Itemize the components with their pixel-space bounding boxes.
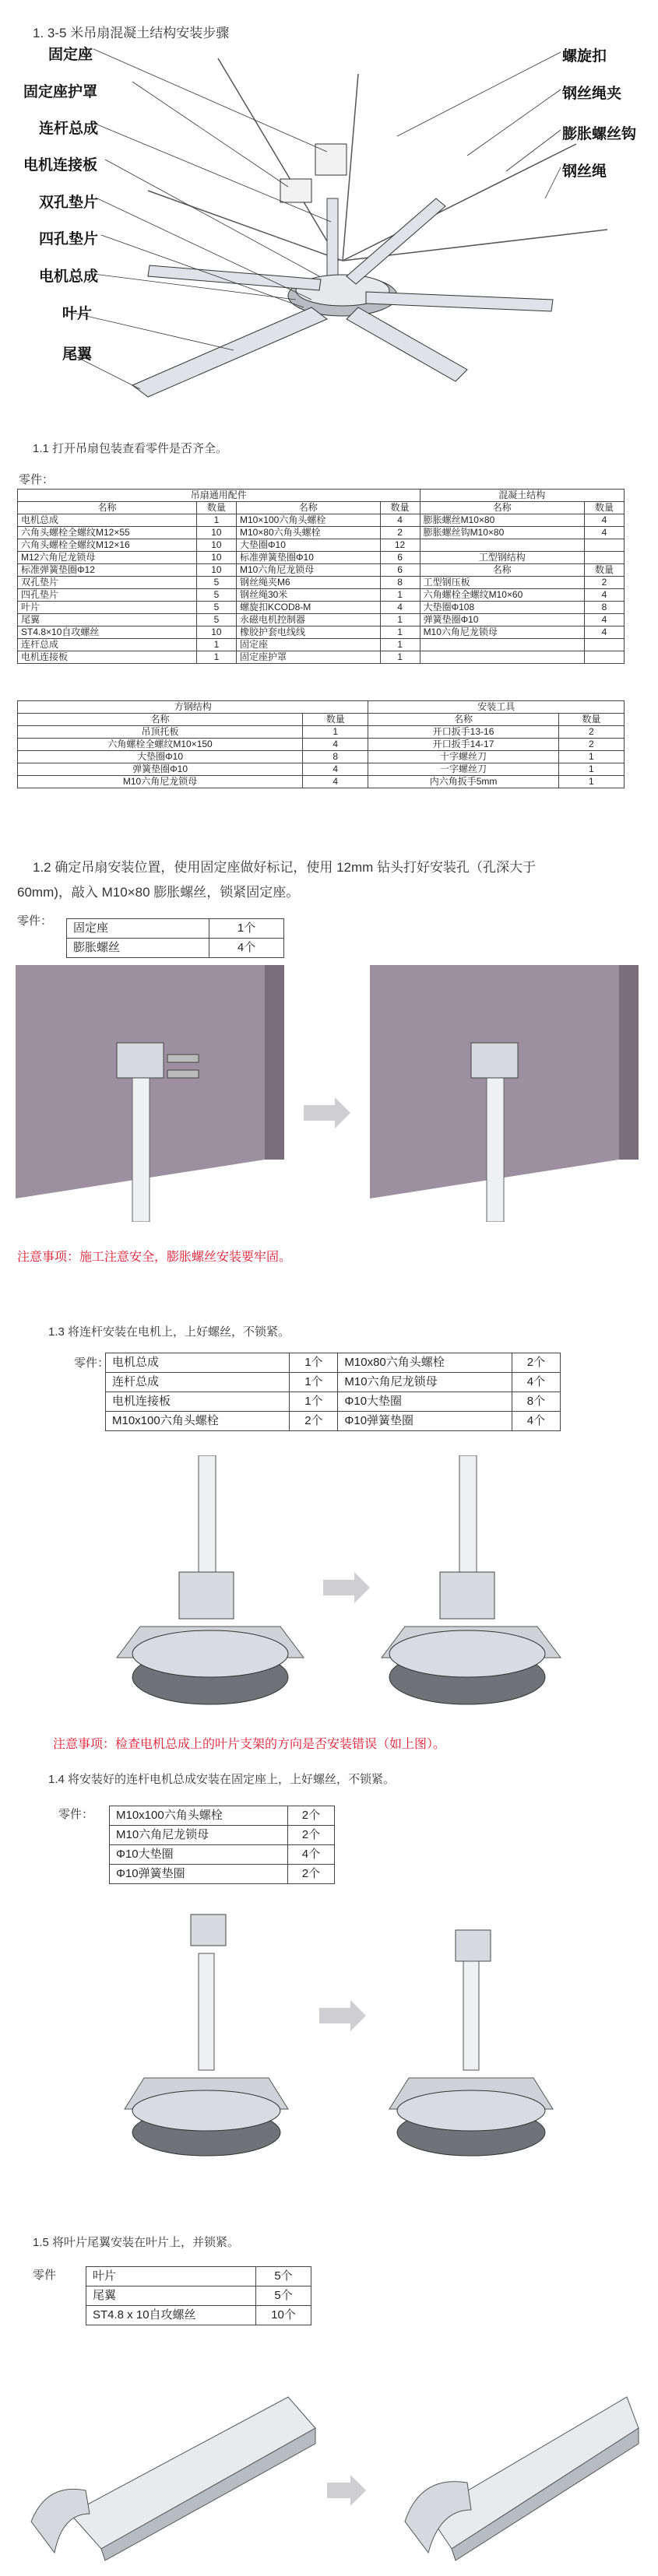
section-1-3-illustration [101, 1455, 568, 1720]
table-row: 固定座 1个 [67, 919, 284, 939]
table-row: ST4.8 x 10自攻螺丝 10个 [86, 2306, 311, 2325]
col-header: 名称 [236, 502, 380, 514]
label-wire-clamp: 钢丝绳夹 [562, 85, 622, 102]
label-expansion-hook: 膨胀螺丝钩 [562, 125, 637, 142]
parts-table-1-3 [105, 1353, 561, 1431]
table-row: Φ10大垫圈 4个 [110, 1845, 335, 1865]
rod-motor-illustration [101, 1455, 568, 1720]
label-tail-fin: 尾翼 [62, 346, 93, 363]
group-title-concrete: 混凝土结构 [420, 490, 624, 502]
section-1-4-illustration [101, 1899, 568, 2164]
table-row: 双孔垫片 5 钢丝绳夹M6 8 工型钢压板 2 [18, 577, 625, 589]
table-row: 大垫圈Φ10 8 十字螺丝刀 1 [18, 751, 625, 763]
arrow-right-icon [323, 1572, 370, 1603]
col-header: 数量 [380, 502, 420, 514]
label-motor-assembly: 电机总成 [39, 268, 99, 285]
table-row: 电机连接板 1 固定座护罩 1 [18, 651, 625, 664]
table-row: 连杆总成 1个 M10六角尼龙锁母 4个 [106, 1373, 561, 1392]
label-motor-plate: 电机连接板 [23, 156, 98, 174]
table-row: M10x100六角头螺栓 2个 [110, 1806, 335, 1826]
fan-diagram [31, 43, 623, 401]
section-1-3-parts-label: 零件： [74, 1356, 110, 1370]
parts-table-general [17, 489, 625, 664]
col-header: 名称 [368, 714, 558, 726]
col-header: 名称 [420, 502, 584, 514]
parts-table-1-5 [86, 2266, 311, 2325]
label-rod-assembly: 连杆总成 [39, 120, 99, 137]
label-fixed-seat: 固定座 [48, 46, 93, 63]
section-1-1-heading: 1.1 打开吊扇包装查看零件是否齐全。 [33, 442, 228, 455]
table-row: 六角头螺栓全螺纹M12×55 10 M10×80六角头螺栓 2 膨胀螺丝钩M10×80 4 [18, 527, 625, 539]
col-header: 数量 [196, 502, 236, 514]
section-1-1-parts-label: 零件： [19, 473, 55, 486]
section-1-4-heading: 1.4 将安装好的连杆电机总成安装在固定座上，上好螺丝，不锁紧。 [48, 1773, 396, 1786]
label-blade: 叶片 [62, 305, 93, 322]
parts-table-1-4 [109, 1806, 335, 1884]
label-wire-rope: 钢丝绳 [562, 163, 607, 180]
table-row: 四孔垫片 5 钢丝绳30米 1 六角螺栓全螺纹M10×60 4 [18, 589, 625, 602]
group-title-tools: 安装工具 [368, 701, 625, 714]
group-title-general: 吊扇通用配件 [18, 490, 420, 502]
ceiling-mount-illustration [16, 965, 642, 1222]
arrow-right-icon [327, 2475, 366, 2506]
table-row: 六角头螺栓全螺纹M12×16 10 大垫圈Φ10 12 [18, 539, 625, 552]
group-title-square-steel: 方钢结构 [18, 701, 368, 714]
table-row: 叶片 5个 [86, 2267, 311, 2286]
table-row: 电机总成 1个 M10x80六角头螺栓 2个 [106, 1353, 561, 1373]
section-1-3-warning: 注意事项：检查电机总成上的叶片支架的方向是否安装错误（如上图）。 [53, 1738, 446, 1751]
table-row: ST4.8×10自攻螺丝 10 橡胶护套电线线 1 M10六角尼龙锁母 4 [18, 626, 625, 639]
section-1-3-heading: 1.3 将连杆安装在电机上，上好螺丝，不锁紧。 [48, 1325, 290, 1339]
table-row: 弹簧垫圈Φ10 4 一字螺丝刀 1 [18, 763, 625, 776]
arrow-right-icon [304, 1097, 350, 1128]
col-header: 名称 [18, 502, 197, 514]
section-1-5-heading: 1.5 将叶片尾翼安装在叶片上，并锁紧。 [33, 2236, 240, 2249]
parts-table-1-2 [66, 918, 284, 958]
section-1-5-illustration [16, 2366, 642, 2568]
table-row: 尾翼 5 永磁电机控制器 1 弹簧垫圈Φ10 4 [18, 614, 625, 626]
table-row: M10六角尼龙锁母 2个 [110, 1826, 335, 1845]
label-seat-cover: 固定座护罩 [23, 83, 98, 100]
page-title: 1. 3-5 米吊扇混凝土结构安装步骤 [33, 26, 230, 40]
table-row: 膨胀螺丝 4个 [67, 939, 284, 958]
col-header: 数量 [558, 714, 624, 726]
table-row: 电机总成 1 M10×100六角头螺栓 4 膨胀螺丝M10×80 4 [18, 514, 625, 527]
section-1-4-parts-label: 零件： [58, 1808, 94, 1821]
section-1-2-heading-line2: 60mm)，敲入 M10×80 膨胀螺丝，锁紧固定座。 [17, 885, 300, 900]
section-1-2-heading-line1: 1.2 确定吊扇安装位置，使用固定座做好标记，使用 12mm 钻头打好安装孔（孔深大于 [33, 860, 537, 875]
table-row: 电机连接板 1个 Φ10大垫圈 8个 [106, 1392, 561, 1412]
table-row: 六角螺栓全螺纹M10×150 4 开口扳手14-17 2 [18, 739, 625, 751]
table-row: M10x100六角头螺栓 2个 Φ10弹簧垫圈 4个 [106, 1412, 561, 1431]
label-double-hole-shim: 双孔垫片 [39, 194, 99, 211]
col-header: 数量 [303, 714, 368, 726]
table-row: 吊顶托板 1 开口扳手13-16 2 [18, 726, 625, 739]
table-row: M12六角尼龙锁母 10 标准弹簧垫圈Φ10 6 工型钢结构 [18, 552, 625, 564]
table-row: 尾翼 5个 [86, 2286, 311, 2306]
assembled-mount-illustration [101, 1899, 568, 2164]
blade-tail-illustration [16, 2366, 642, 2568]
col-header: 名称 [18, 714, 303, 726]
parts-table-steel-tools [17, 700, 625, 788]
col-header: 数量 [584, 502, 624, 514]
table-row: 叶片 5 螺旋扣KCOD8-M 4 大垫圈Φ108 8 [18, 602, 625, 614]
table-row: 连杆总成 1 固定座 1 [18, 639, 625, 651]
label-four-hole-shim: 四孔垫片 [39, 230, 99, 247]
section-1-2-illustration [16, 965, 642, 1222]
section-1-2-warning: 注意事项：施工注意安全，膨胀螺丝安装要牢固。 [17, 1251, 292, 1264]
arrow-right-icon [319, 2000, 366, 2031]
section-1-5-parts-label: 零件 [33, 2269, 57, 2282]
table-row: M10六角尼龙锁母 4 内六角扳手5mm 1 [18, 776, 625, 788]
section-1-2-parts-label: 零件： [17, 914, 53, 928]
label-turnbuckle: 螺旋扣 [562, 47, 607, 65]
table-row: 标准弹簧垫圈Φ12 10 M10六角尼龙锁母 6 名称 数量 [18, 564, 625, 577]
table-row: Φ10弹簧垫圈 2个 [110, 1865, 335, 1884]
fan-exploded-illustration [31, 43, 623, 401]
